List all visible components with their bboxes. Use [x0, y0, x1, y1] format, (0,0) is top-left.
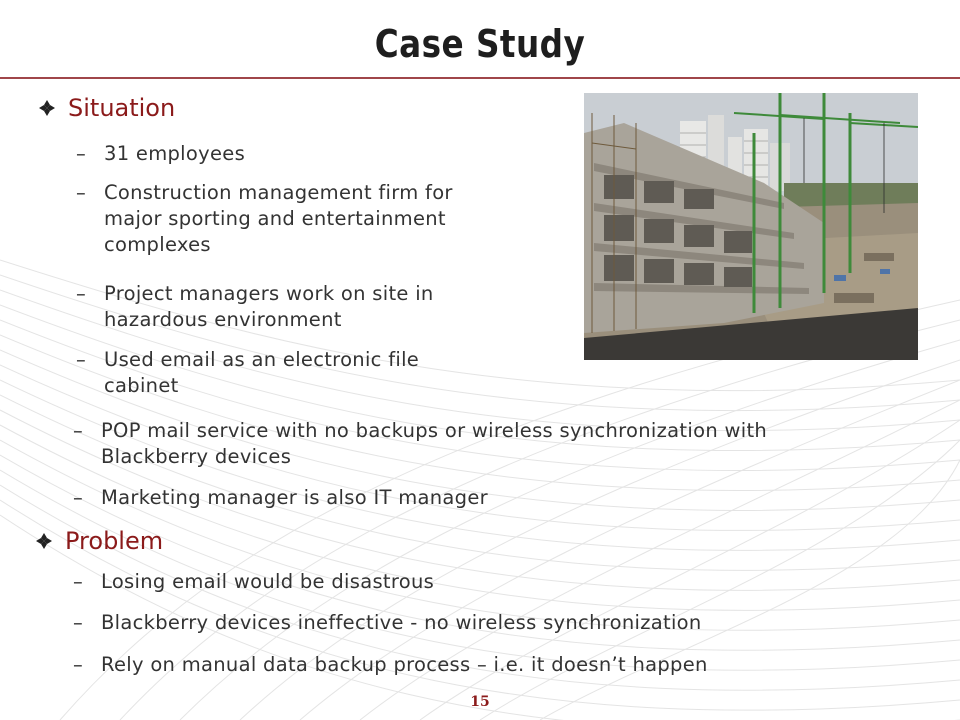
- construction-site-photo: [584, 93, 918, 360]
- dash-marker: –: [73, 611, 84, 634]
- list-item-text: Marketing manager is also IT manager: [101, 486, 488, 509]
- diamond-bullet-icon: [35, 532, 53, 550]
- situation-heading: [38, 94, 175, 122]
- title-divider: [0, 77, 960, 79]
- dash-marker: –: [73, 653, 84, 676]
- problem-heading: [35, 527, 163, 555]
- list-item-text: Used email as an electronic file cabinet: [104, 348, 420, 397]
- list-item-text: Rely on manual data backup process – i.e. it doesn’t happen: [101, 653, 708, 676]
- dash-marker: –: [73, 570, 84, 593]
- list-item: [73, 569, 933, 595]
- slide-title: Case Study: [374, 22, 586, 66]
- list-item-text: POP mail service with no backups or wireless synchronization with Blackberry devices: [101, 419, 768, 468]
- list-item: [73, 485, 933, 511]
- dash-marker: –: [76, 282, 87, 305]
- list-item-text: Blackberry devices ineffective - no wireless synchronization: [101, 611, 702, 634]
- list-item: [76, 281, 566, 333]
- dash-marker: –: [73, 486, 84, 509]
- list-item-text: Project managers work on site in hazardous environment: [104, 282, 434, 331]
- dash-marker: –: [76, 348, 87, 371]
- list-item: [73, 418, 933, 470]
- dash-marker: –: [73, 419, 84, 442]
- situation-heading-label: Situation: [68, 94, 176, 122]
- list-item: [76, 141, 566, 167]
- list-item: [73, 610, 933, 636]
- list-item-text: Construction management firm for major sporting and entertainment complexes: [104, 181, 453, 256]
- dash-marker: –: [76, 142, 87, 165]
- page-number: 15: [470, 694, 490, 710]
- list-item-text: 31 employees: [104, 142, 246, 165]
- dash-marker: –: [76, 181, 87, 204]
- list-item: [76, 180, 566, 258]
- list-item-text: Losing email would be disastrous: [101, 570, 435, 593]
- list-item: [73, 652, 933, 678]
- problem-heading-label: Problem: [65, 527, 164, 555]
- list-item: [76, 347, 566, 399]
- diamond-bullet-icon: [38, 99, 56, 117]
